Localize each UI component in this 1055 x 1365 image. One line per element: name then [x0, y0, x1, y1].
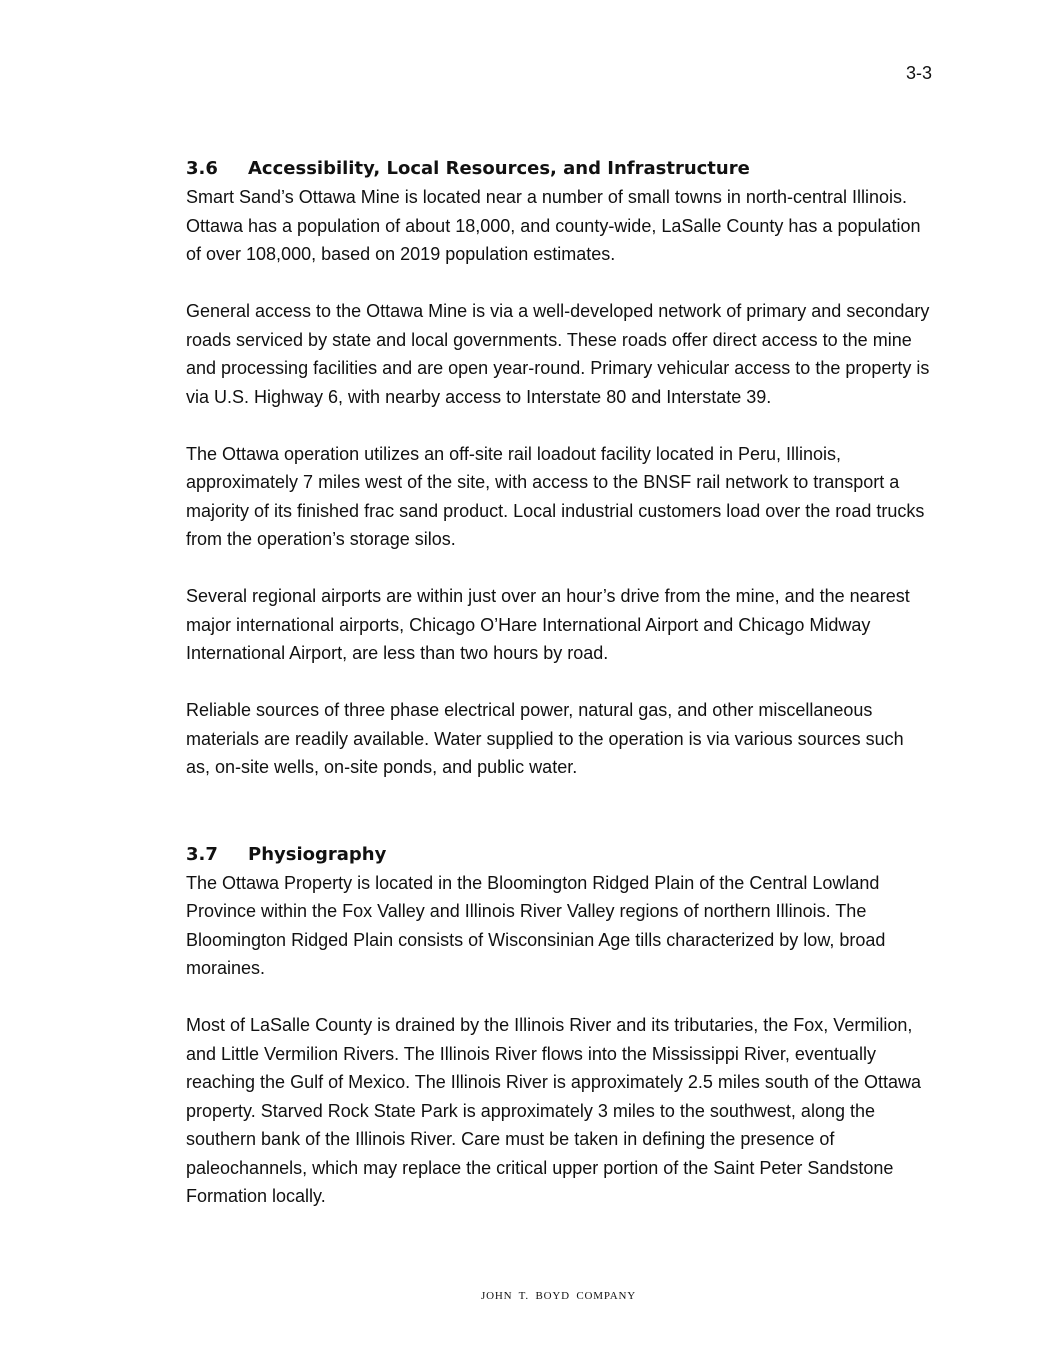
section-number: 3.7: [186, 843, 218, 865]
section-number: 3.6: [186, 158, 218, 179]
paragraph: The Ottawa Property is located in the Bloomington Ridged Plain of the Central Lowland Province within the Fox Valley and Illinois River Valley regions of northern Illinois. The Bloomington Ridged Plain consists of Wisconsinian Age tills characterized by low, broad moraines.: [186, 872, 886, 978]
section-3-6: [186, 155, 931, 782]
paragraph: Most of LaSalle County is drained by the Illinois River and its tributaries, the Fox, Vermilion, and Little Vermilion Rivers. The Illinois River flows into the Mississippi River, eventually reaching the Gulf of Mexico. The Illinois River is approximately 2.5 miles south of the Ottawa property. Starved Rock State Park is approximately 3 miles to the southwest, along the southern bank of the Illinois River. Care must be taken in defining the presence of paleochannels, which may replace the critical upper portion of the Saint Peter Sandstone Formation locally.: [186, 1015, 922, 1206]
section-title: Physiography: [248, 843, 387, 865]
paragraph: Reliable sources of three phase electrical power, natural gas, and other miscellaneous materials are readily available. Water supplied to the operation is via various sources such as, on-site wells, on-site ponds, and public water.: [186, 700, 904, 777]
paragraph: The Ottawa operation utilizes an off-site rail loadout facility located in Peru, Illinois, approximately 7 miles west of the site, with access to the BNSF rail network to transport a majority of its finished frac sand product. Local industrial customers load over the road trucks from the operation’s storage silos.: [186, 443, 925, 549]
paragraph: Smart Sand’s Ottawa Mine is located near a number of small towns in north-central Illinois. Ottawa has a population of about 18,000, and county-wide, LaSalle County has a population of over 108,000, based on 2019 population estimates.: [186, 187, 921, 264]
section-heading: [186, 841, 931, 869]
page-number: 3-3: [905, 63, 932, 83]
section-title: Accessibility, Local Resources, and Infrastructure: [248, 158, 750, 179]
document-body: [186, 155, 931, 1211]
paragraph: Several regional airports are within just over an hour’s drive from the mine, and the nearest major international airports, Chicago O’Hare International Airport and Chicago Midway International Airport, are less than two hours by road.: [186, 586, 910, 663]
section-3-7: [186, 841, 931, 1211]
section-heading: [186, 155, 931, 183]
paragraph: General access to the Ottawa Mine is via a well-developed network of primary and secondary roads serviced by state and local governments. These roads offer direct access to the mine and processing facilities and are open year-round. Primary vehicular access to the property is via U.S. Highway 6, with nearby access to Interstate 80 and Interstate 39.: [186, 301, 930, 407]
page-footer: JOHN T. BOYD COMPANY: [481, 1290, 636, 1302]
